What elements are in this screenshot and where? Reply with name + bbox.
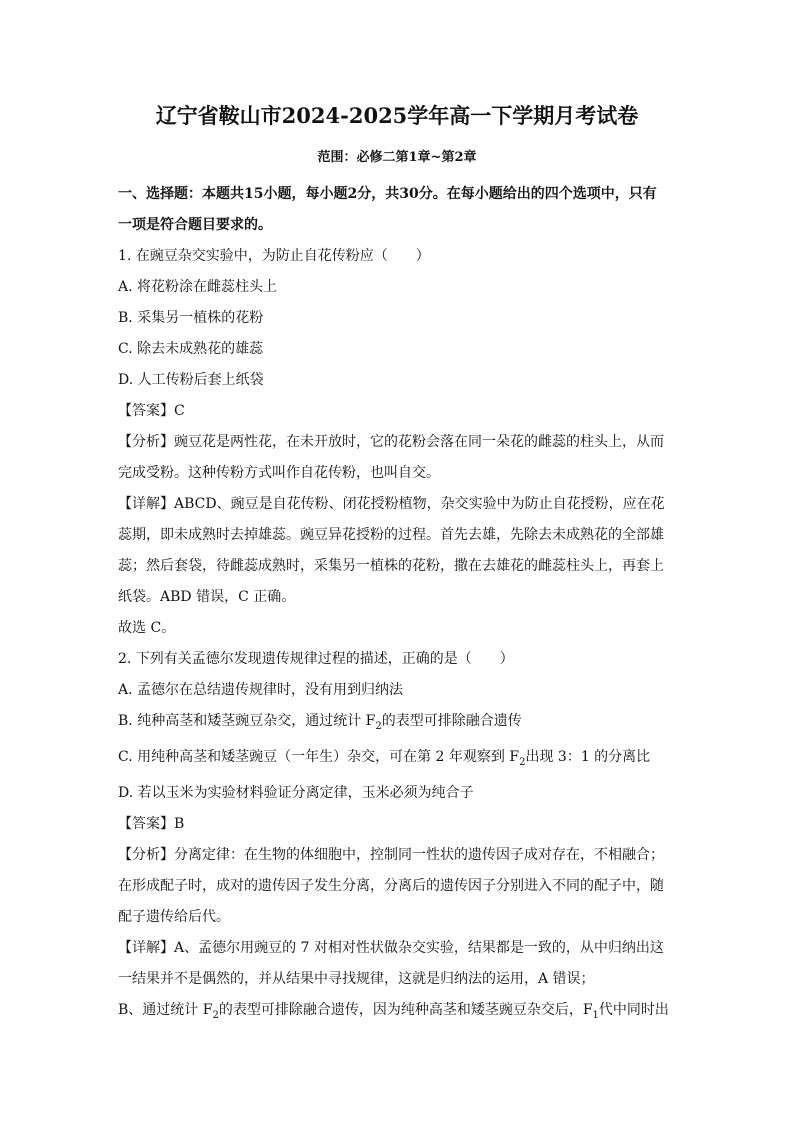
option-b-text: 的表型可排除融合遗传 xyxy=(381,713,522,729)
analysis-line: 配子遗传给后代。 xyxy=(118,908,230,925)
subscript: 1 xyxy=(592,1009,599,1021)
question-1 xyxy=(118,241,676,644)
detail-text: B、通过统计 F xyxy=(118,1001,213,1018)
question-stem: 1. 在豌豆杂交实验中，为防止自花传粉应（ ） xyxy=(118,248,430,264)
detail-text: 的表型可排除融合遗传，因为纯种高茎和矮茎豌豆杂交后，F xyxy=(218,1001,593,1018)
detail-line: 一结果并不是偶然的，并从结果中寻找规律，这就是归纳法的运用，A 错误； xyxy=(118,970,595,987)
detail-line: 蕊；然后套袋，待雌蕊成熟时，采集另一植株的花粉，撒在去雄花的雌蕊柱头上，再套上 xyxy=(118,558,664,574)
option-b xyxy=(118,706,676,742)
answer: 【答案】B xyxy=(118,815,185,832)
scope-subtitle: 范围：必修二第1章~第2章 xyxy=(317,150,477,165)
analysis-line: 完成受粉。这种传粉方式叫作自花传粉，也叫自交。 xyxy=(118,465,440,481)
subscript: 2 xyxy=(375,720,382,732)
detail-line: 【详解】ABCD、豌豆是自花传粉、闭花授粉植物，杂交实验中为防止自花授粉，应在花 xyxy=(118,496,665,512)
detail-text: 代中同时出 xyxy=(598,1001,669,1018)
detail-line: 蕊期，即未成熟时去掉雄蕊。豌豆异花授粉的过程。首先去雄，先除去未成熟花的全部雄 xyxy=(118,527,664,543)
option-a: A. 将花粉涂在雌蕊柱头上 xyxy=(118,279,278,295)
section-heading-line: 一、选择题：本题共15小题，每小题2分，共30分。在每小题给出的四个选项中，只有 xyxy=(118,186,657,202)
option-c xyxy=(118,742,676,778)
section-heading-line: 一项是符合题目要求的。 xyxy=(118,217,272,233)
analysis-line: 【分析】分离定律：在生物的体细胞中，控制同一性状的遗传因子成对存在，不相融合； xyxy=(118,846,664,863)
conclusion: 故选 C。 xyxy=(118,620,176,636)
section-heading xyxy=(118,179,676,241)
analysis-line: 在形成配子时，成对的遗传因子发生分离，分离后的遗传因子分别进入不同的配子中，随 xyxy=(118,877,664,894)
option-a: A. 孟德尔在总结遗传规律时，没有用到归纳法 xyxy=(118,682,404,698)
document-page xyxy=(118,100,676,1030)
detail-line: 【详解】A、孟德尔用豌豆的 7 对相对性状做杂交实验，结果都是一致的，从中归纳出这 xyxy=(118,939,664,956)
option-b: B. 采集另一植株的花粉 xyxy=(118,310,264,326)
option-b-text: B. 纯种高茎和矮茎豌豆杂交，通过统计 F xyxy=(118,713,376,729)
option-d: D. 若以玉米为实验材料验证分离定律，玉米必须为纯合子 xyxy=(118,784,474,801)
detail-line xyxy=(118,995,676,1031)
subscript: 2 xyxy=(519,756,526,768)
option-d: D. 人工传粉后套上纸袋 xyxy=(118,372,264,388)
answer: 【答案】C xyxy=(118,403,185,419)
detail-line: 纸袋。ABD 错误，C 正确。 xyxy=(118,589,296,605)
option-c-text: C. 用纯种高茎和矮茎豌豆（一年生）杂交，可在第 2 年观察到 F xyxy=(118,748,520,765)
question-2 xyxy=(118,644,676,1030)
page-title: 辽宁省鞍山市2024-2025学年高一下学期月考试卷 xyxy=(155,103,639,128)
subscript: 2 xyxy=(212,1009,219,1021)
option-c-text: 出现 3：1 的分离比 xyxy=(525,748,651,765)
analysis-line: 【分析】豌豆花是两性花，在未开放时，它的花粉会落在同一朵花的雌蕊的柱头上，从而 xyxy=(118,434,664,450)
question-stem: 2. 下列有关孟德尔发现遗传规律过程的描述，正确的是（ ） xyxy=(118,651,514,667)
option-c: C. 除去未成熟花的雄蕊 xyxy=(118,341,264,357)
